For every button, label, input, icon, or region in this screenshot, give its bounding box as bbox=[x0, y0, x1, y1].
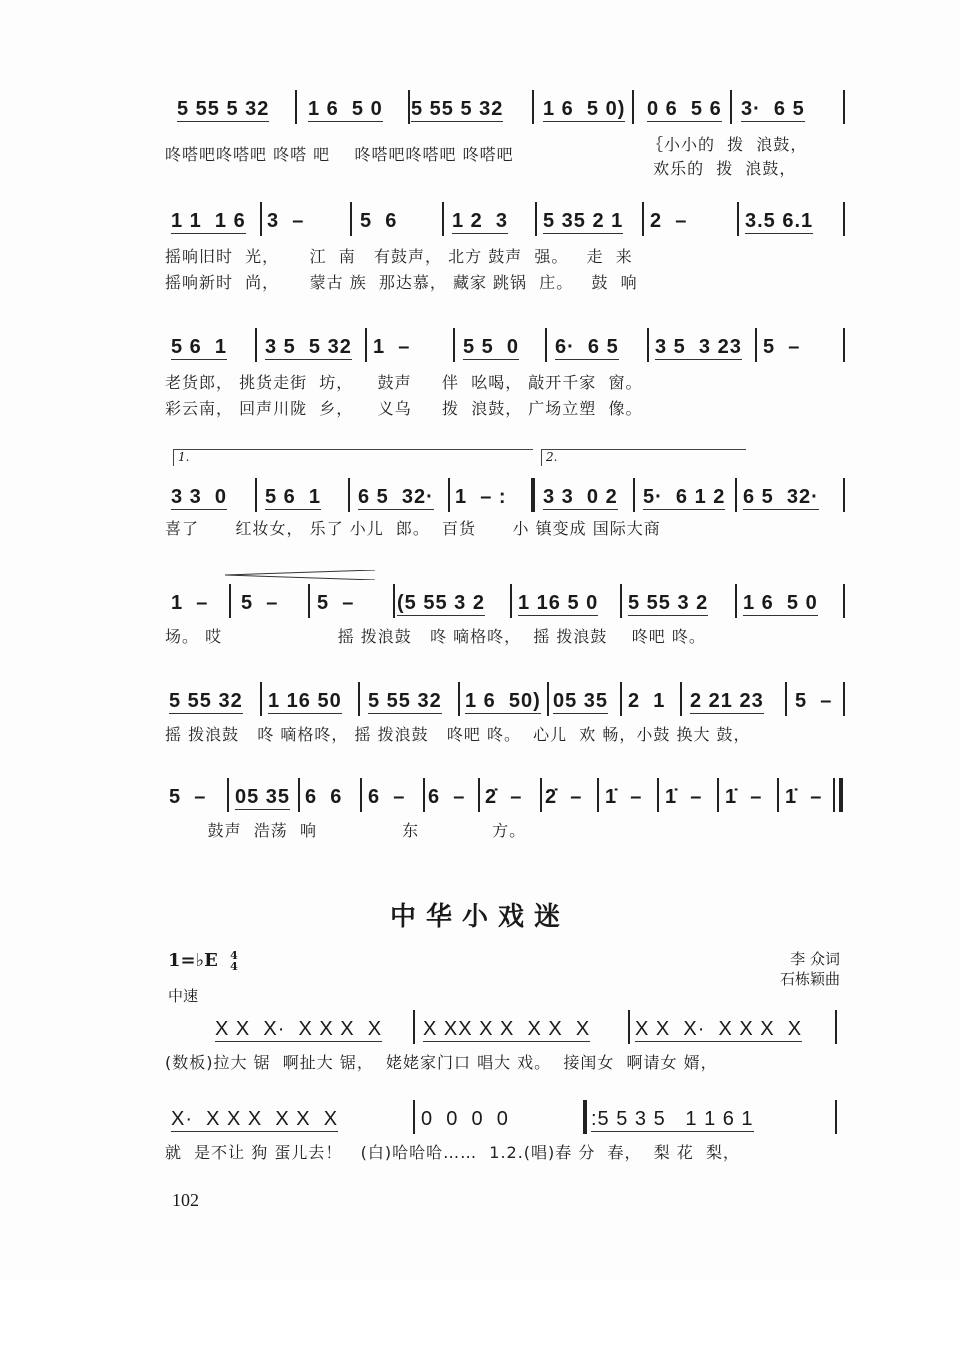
repeat-start-barline bbox=[583, 1100, 587, 1134]
measure: 05 35 bbox=[235, 786, 291, 808]
barline bbox=[680, 682, 682, 716]
barline bbox=[843, 328, 845, 362]
measure: 1̇ – bbox=[605, 786, 643, 808]
barline bbox=[835, 1010, 837, 1044]
lyric-line: 就 是不让 狗 蛋儿去！ (白)哈哈哈…… 1.2.(唱)春 分 春， 梨 花 梨， bbox=[165, 1143, 740, 1162]
volta-2: 2. bbox=[541, 449, 746, 466]
measure: 1 6 5 0) bbox=[543, 98, 626, 120]
barline bbox=[717, 778, 719, 812]
measure: X XX X X X X X bbox=[423, 1018, 591, 1040]
barline bbox=[442, 202, 444, 236]
barline bbox=[835, 1100, 837, 1134]
measure: 5 55 32 bbox=[368, 690, 442, 712]
measure: 5 – bbox=[317, 592, 355, 614]
measure: :5 5 3 5 1 1 6 1 bbox=[591, 1108, 754, 1130]
measure: (5 55 3 2 bbox=[397, 592, 485, 614]
lyric-line: (数板)拉大 锯 啊扯大 锯， 姥姥家门口 唱大 戏。 接闺女 啊请女 婿， bbox=[165, 1053, 718, 1072]
measure: 2 1 bbox=[628, 690, 666, 712]
composer-credit: 石栋颖曲 bbox=[779, 970, 840, 988]
barline bbox=[510, 584, 512, 618]
barline bbox=[423, 778, 425, 812]
lyric-line: 咚嗒吧咚嗒吧 咚嗒 吧 咚嗒吧咚嗒吧 咚嗒吧 bbox=[165, 145, 514, 164]
barline bbox=[632, 90, 634, 124]
barline bbox=[620, 584, 622, 618]
measure: 5 55 32 bbox=[169, 690, 243, 712]
barline bbox=[255, 478, 257, 512]
measure: 1 6 5 0 bbox=[743, 592, 818, 614]
measure: 2̇ – bbox=[545, 786, 583, 808]
lyric-verse-1: 摇响旧时 光， 江 南 有鼓声， 北方 鼓声 强。 走 来 bbox=[165, 247, 633, 266]
measure: 2 21 23 bbox=[690, 690, 764, 712]
barline bbox=[545, 328, 547, 362]
lyric-line: 摇 拨浪鼓 咚 嘀格咚， 摇 拨浪鼓 咚吧 咚。 心儿 欢 畅，小鼓 换大 鼓， bbox=[165, 725, 751, 744]
measure: X· X X X X X X bbox=[171, 1108, 339, 1130]
barline bbox=[260, 682, 262, 716]
measure: 5 55 3 2 bbox=[628, 592, 709, 614]
barline bbox=[540, 778, 542, 812]
time-signature: 4 4 bbox=[230, 949, 238, 973]
barline bbox=[308, 584, 310, 618]
measure: 5 – bbox=[169, 786, 207, 808]
crescendo-hairpin bbox=[225, 570, 375, 580]
measure: 3.5 6.1 bbox=[745, 210, 814, 232]
measure: 1 16 50 bbox=[268, 690, 342, 712]
page-number: 102 bbox=[172, 1190, 199, 1210]
measure: 1 1 1 6 bbox=[171, 210, 246, 232]
barline bbox=[532, 90, 534, 124]
measure: 1 2 3 bbox=[452, 210, 509, 232]
barline bbox=[735, 478, 737, 512]
measure: 3 5 5 32 bbox=[265, 336, 352, 358]
barline bbox=[597, 778, 599, 812]
measure: 5 6 1 bbox=[171, 336, 228, 358]
measure: 3 5 3 23 bbox=[655, 336, 742, 358]
barline bbox=[360, 778, 362, 812]
lyric-verse-1: 老货郎， 挑货走街 坊， 鼓声 伴 吆喝， 敲开千家 窗。 bbox=[165, 373, 643, 392]
measure: 5 6 1 bbox=[265, 486, 322, 508]
measure: 05 35 bbox=[553, 690, 609, 712]
barline bbox=[755, 328, 757, 362]
measure: 5 5 0 bbox=[463, 336, 520, 358]
measure: 6· 6 5 bbox=[555, 336, 619, 358]
measure: 1̇ – bbox=[725, 786, 763, 808]
barline bbox=[535, 202, 537, 236]
measure: 3 – bbox=[267, 210, 305, 232]
measure: 5 55 5 32 bbox=[411, 98, 504, 120]
barline bbox=[843, 682, 845, 716]
final-barline bbox=[833, 778, 835, 812]
measure: 5 55 5 32 bbox=[177, 98, 270, 120]
barline bbox=[735, 584, 737, 618]
barline bbox=[348, 478, 350, 512]
barline bbox=[413, 1010, 415, 1044]
barline bbox=[785, 682, 787, 716]
barline bbox=[657, 778, 659, 812]
key-signature bbox=[168, 950, 238, 972]
barline bbox=[647, 328, 649, 362]
barline bbox=[453, 328, 455, 362]
barline bbox=[628, 1010, 630, 1044]
barline bbox=[843, 478, 845, 512]
tempo-marking: 中速 bbox=[168, 987, 199, 1005]
measure: 5· 6 1 2 bbox=[643, 486, 726, 508]
measure: 6 6 bbox=[305, 786, 343, 808]
lyric-verse-2: 欢乐的 拨 浪鼓， bbox=[647, 159, 797, 178]
barline bbox=[777, 778, 779, 812]
measure: 5 – bbox=[241, 592, 279, 614]
barline bbox=[843, 202, 845, 236]
barline bbox=[408, 90, 410, 124]
measure: 0 6 5 6 bbox=[647, 98, 722, 120]
measure: 3 3 0 2 bbox=[543, 486, 618, 508]
barline bbox=[229, 584, 231, 618]
measure: 6 – bbox=[428, 786, 466, 808]
song-title: 中华小戏迷 bbox=[389, 902, 570, 932]
measure: 0 0 0 0 bbox=[421, 1108, 509, 1130]
barline bbox=[227, 778, 229, 812]
lyric-verse-2: 彩云南， 回声川陇 乡， 义乌 拨 浪鼓， 广场立塑 像。 bbox=[165, 399, 643, 418]
measure: 6 5 32· bbox=[358, 486, 434, 508]
barline bbox=[642, 202, 644, 236]
measure: 5 – bbox=[763, 336, 801, 358]
barline bbox=[458, 682, 460, 716]
measure: 1̇ – bbox=[785, 786, 823, 808]
measure: 3· 6 5 bbox=[741, 98, 805, 120]
measure: 1 – bbox=[373, 336, 411, 358]
measure: X X X· X X X X bbox=[635, 1018, 803, 1040]
barline bbox=[350, 202, 352, 236]
measure: 3 3 0 bbox=[171, 486, 228, 508]
barline bbox=[620, 682, 622, 716]
barline bbox=[478, 778, 480, 812]
barline bbox=[730, 90, 732, 124]
measure: 1 6 50) bbox=[465, 690, 541, 712]
key: 1=♭E bbox=[168, 950, 218, 971]
lyric-verse-1: ｛小小的 拨 浪鼓， bbox=[647, 135, 808, 154]
barline bbox=[260, 202, 262, 236]
lyric-line: 场。 哎 摇 拨浪鼓 咚 嘀格咚， 摇 拨浪鼓 咚吧 咚。 bbox=[165, 627, 706, 646]
barline bbox=[393, 584, 395, 618]
barline bbox=[295, 90, 297, 124]
barline bbox=[365, 328, 367, 362]
repeat-end-barline bbox=[531, 478, 535, 512]
measure: 5 35 2 1 bbox=[543, 210, 624, 232]
measure: 1 – : bbox=[455, 486, 507, 508]
measure: 6 5 32· bbox=[743, 486, 819, 508]
measure: 2̇ – bbox=[485, 786, 523, 808]
barline bbox=[633, 478, 635, 512]
barline bbox=[298, 778, 300, 812]
barline bbox=[843, 90, 845, 124]
measure: 5 6 bbox=[360, 210, 398, 232]
measure: 1 6 5 0 bbox=[308, 98, 383, 120]
final-barline-thick bbox=[839, 778, 843, 812]
lyric-line: 喜了 红妆女， 乐了 小儿 郎。 百货 小 镇变成 国际大商 bbox=[165, 519, 661, 538]
barline bbox=[413, 1100, 415, 1134]
volta-1: 1. bbox=[173, 449, 533, 466]
measure: 1 16 5 0 bbox=[518, 592, 599, 614]
barline bbox=[358, 682, 360, 716]
barline bbox=[448, 478, 450, 512]
measure: 5 – bbox=[795, 690, 833, 712]
measure: 1̇ – bbox=[665, 786, 703, 808]
lyricist-credit: 李 众词 bbox=[790, 950, 840, 968]
measure: 1 – bbox=[171, 592, 209, 614]
barline bbox=[843, 584, 845, 618]
barline bbox=[255, 328, 257, 362]
barline bbox=[737, 202, 739, 236]
measure: 6 – bbox=[368, 786, 406, 808]
barline bbox=[547, 682, 549, 716]
lyric-verse-2: 摇响新时 尚， 蒙古 族 那达慕， 藏家 跳锅 庄。 鼓 响 bbox=[165, 273, 638, 292]
measure: 2 – bbox=[650, 210, 688, 232]
lyric-line: 鼓声 浩荡 响 东 方。 bbox=[165, 821, 527, 840]
measure: X X X· X X X X bbox=[215, 1018, 383, 1040]
